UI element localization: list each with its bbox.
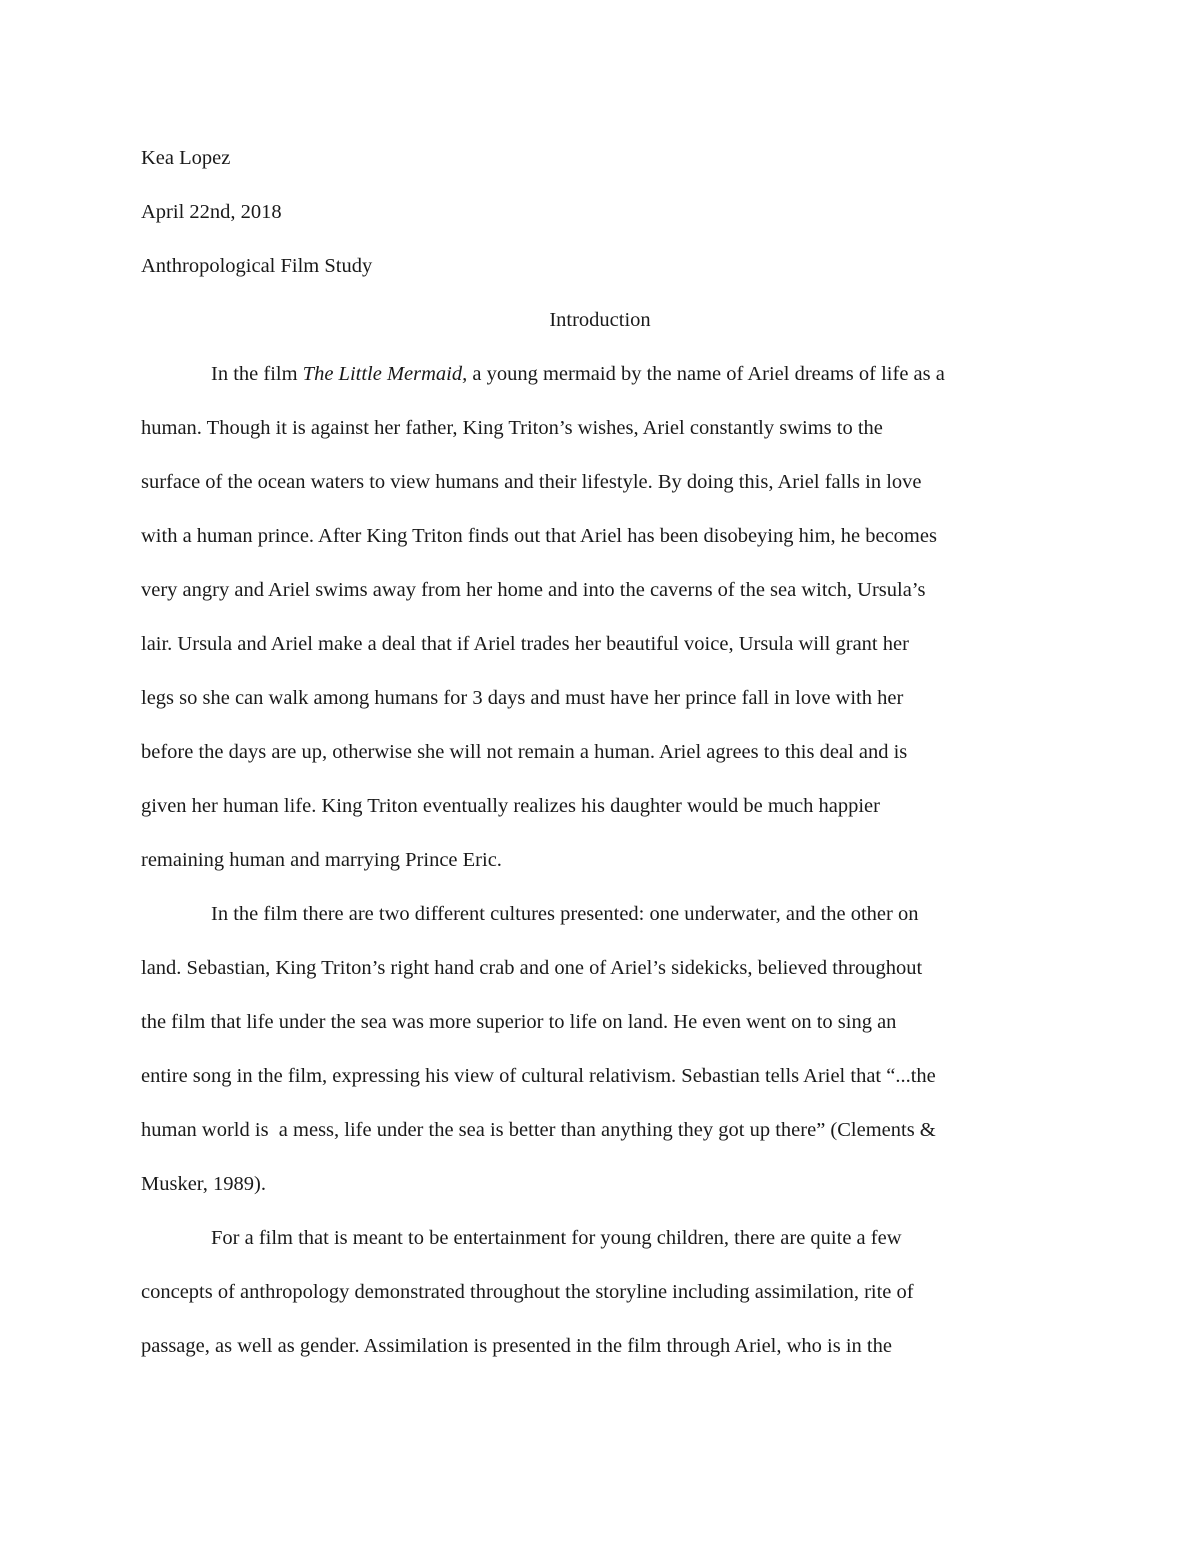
paragraph-line: with a human prince. After King Triton finds out that Ariel has been disobeying him, he becomes — [141, 525, 937, 547]
paragraph-line: the film that life under the sea was more superior to life on land. He even went on to sing an — [141, 1011, 897, 1033]
paragraph-line: human. Though it is against her father, King Triton’s wishes, Ariel constantly swims to the — [141, 417, 883, 439]
paragraph-line: In the film there are two different cultures presented: one underwater, and the other on — [211, 903, 919, 925]
paragraph-line — [211, 362, 945, 386]
paragraph-line: legs so she can walk among humans for 3 days and must have her prince fall in love with her — [141, 687, 904, 709]
film-title: The Little Mermaid, — [302, 363, 468, 385]
paragraph-line: human world is a mess, life under the sea is better than anything they got up there” (Clements & — [141, 1119, 936, 1141]
paragraph-line: given her human life. King Triton eventually realizes his daughter would be much happier — [141, 795, 880, 817]
paragraph-line: lair. Ursula and Ariel make a deal that if Ariel trades her beautiful voice, Ursula will grant her — [141, 633, 909, 655]
text-run: a young mermaid by the name of Ariel dreams of life as a — [467, 363, 945, 385]
paragraph-line: For a film that is meant to be entertainment for young children, there are quite a few — [211, 1227, 902, 1249]
section-title: Introduction — [549, 309, 651, 331]
course-name: Anthropological Film Study — [141, 255, 373, 277]
text-run: In the film — [211, 363, 303, 385]
paragraph-line: passage, as well as gender. Assimilation is presented in the film through Ariel, who is in the — [141, 1335, 892, 1357]
paragraph-line: entire song in the film, expressing his view of cultural relativism. Sebastian tells Ariel that “...the — [141, 1065, 936, 1087]
paragraph-line: remaining human and marrying Prince Eric. — [141, 849, 502, 871]
paragraph-line: very angry and Ariel swims away from her home and into the caverns of the sea witch, Ursula’s — [141, 579, 926, 601]
paragraph-line: surface of the ocean waters to view humans and their lifestyle. By doing this, Ariel falls in love — [141, 471, 922, 493]
paragraph-line: before the days are up, otherwise she will not remain a human. Ariel agrees to this deal and is — [141, 741, 908, 763]
paragraph-line: land. Sebastian, King Triton’s right hand crab and one of Ariel’s sidekicks, believed throughout — [141, 957, 923, 979]
author-name: Kea Lopez — [141, 147, 231, 169]
paragraph-line: Musker, 1989). — [141, 1173, 267, 1195]
paragraph-line: concepts of anthropology demonstrated throughout the storyline including assimilation, rite of — [141, 1281, 914, 1303]
document-date: April 22nd, 2018 — [141, 201, 282, 223]
